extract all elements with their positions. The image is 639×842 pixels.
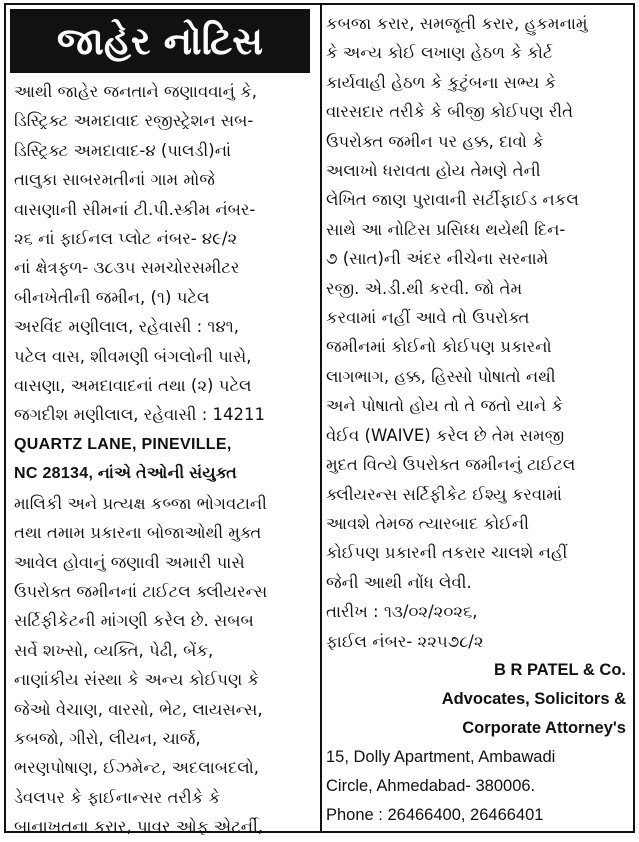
body-line: પટેલ વાસ, શીવમણી બંગલોની પાસે, xyxy=(14,346,252,366)
body-line: વાસણાની સીમનાં ટી.પી.સ્કીમ નંબર- xyxy=(14,199,256,219)
firm-address: 15, Dolly Apartment, Ambawadi xyxy=(326,747,556,766)
body-line: વારસદાર તરીકે કે બીજી કોઈપણ રીતે xyxy=(326,102,574,122)
body-line: નાં ક્ષેત્રફળ- ૩૮૩૫ સમચોરસમીટર xyxy=(14,258,240,278)
body-line: ૭ (સાત)ની અંદર નીચેના સરનામે xyxy=(326,249,549,269)
firm-phone: Phone : 26466400, 26466401 xyxy=(326,805,544,824)
body-line: કાર્યવાહી હેઠળ કે કુટુંબના સભ્ય કે xyxy=(326,72,557,92)
body-line: ડેવલપર કે ફાઈનાન્સર તરીકે કે xyxy=(14,787,221,807)
body-line: તાલુકા સાબરમતીનાં ગામ મોજે xyxy=(14,170,215,190)
notice-title-text: જાહેર નોટિસ xyxy=(56,18,264,63)
body-line: આવેલ હોવાનું જણાવી અમારી પાસે xyxy=(14,552,245,572)
body-line: ક્લીયરન્સ સર્ટિફીકેટ ઈશ્યુ કરવામાં xyxy=(326,484,562,504)
firm-description: Corporate Attorney's xyxy=(462,718,626,737)
body-line: સાથે આ નોટિસ પ્રસિધ્ધ થયેથી દિન- xyxy=(326,219,566,239)
body-line: માલિકી અને પ્રત્યક્ષ કબ્જા ભોગવટાની xyxy=(14,493,267,513)
body-line: જમીનમાં કોઈનો કોઈપણ પ્રકારનો xyxy=(326,337,552,357)
body-line: અરવિંદ મણીલાલ, રહેવાસી : ૧૪૧, xyxy=(14,317,240,337)
body-line: વાસણા, અમદાવાદનાં તથા (૨) પટેલ xyxy=(14,376,252,396)
column-divider xyxy=(320,5,322,831)
body-line: રજી. એ.ડી.થી કરવી. જો તેમ xyxy=(326,278,523,298)
body-line: ડિસ્ટ્રિક્ટ અમદાવાદ રજીસ્ટ્રેશન સબ- xyxy=(14,111,254,131)
file-number: ફાઈલ નંબર- ૨૨૫૭૮/૨ xyxy=(326,631,484,651)
body-line: ઉપરોક્ત જમીનનાં ટાઈટલ ક્લીયરન્સ xyxy=(14,581,268,601)
right-column xyxy=(326,9,626,830)
body-line: કબજો, ગીરો, લીયન, ચાર્જ, xyxy=(14,728,201,748)
body-line: કરવામાં નહીં આવે તો ઉપરોક્ત xyxy=(326,308,530,328)
body-line: કે અન્ય કોઈ લખાણ હેઠળ કે કોર્ટ xyxy=(326,43,553,63)
body-line: જગદીશ મણીલાલ, રહેવાસી : 14211 xyxy=(14,405,266,425)
body-line: જેઓ વેચાણ, વારસો, ભેટ, લાયસન્સ, xyxy=(14,699,263,719)
body-line: કબજા કરાર, સમજૂતી કરાર, હુકમનામું xyxy=(326,14,588,33)
body-line: ડિસ્ટ્રિક્ટ અમદાવાદ-૪ (પાલડી)નાં xyxy=(14,140,232,160)
body-line: નાણાંકીય સંસ્થા કે અન્ય કોઈપણ કે xyxy=(14,670,260,690)
body-line: ભરણપોષાણ, ઈઝમેન્ટ, અદલાબદલો, xyxy=(14,758,260,778)
firm-name: B R PATEL & Co. xyxy=(494,660,626,679)
firm-description: Advocates, Solicitors & xyxy=(441,689,626,708)
body-line-address: NC 28134, નાંએ તેઓની સંયુક્ત xyxy=(14,465,238,483)
firm-address: Circle, Ahmedabad- 380006. xyxy=(326,776,536,795)
body-line: તથા તમામ પ્રકારના બોજાઓથી મુક્ત xyxy=(14,523,262,543)
body-line: આથી જાહેર જનતાને જણાવવાનું કે, xyxy=(14,82,258,101)
public-notice xyxy=(4,3,635,837)
body-line: મુદત વિત્યે ઉપરોક્ત જમીનનું ટાઈટલ xyxy=(326,455,576,475)
body-line: સર્વે શખ્સો, વ્યક્તિ, પેઢી, બેંક, xyxy=(14,640,214,660)
body-line: બાનાખતના કરાર, પાવર ઓફ એટર્ની, xyxy=(14,817,264,837)
body-line: કોઈપણ પ્રકારની તકરાર ચાલશે નહીં xyxy=(326,543,568,563)
left-column xyxy=(14,77,314,842)
body-line: ઉપરોક્ત જમીન પર હક્ક, દાવો કે xyxy=(326,131,544,151)
body-line: ૨૬ નાં ફાઈનલ પ્લોટ નંબર- ૪૯/૨ xyxy=(14,229,238,249)
body-line: જેની આથી નોંધ લેવી. xyxy=(326,572,472,592)
body-line: સર્ટિફીકેટની માંગણી કરેલ છે. સબબ xyxy=(14,611,254,631)
body-line: અલાખો ધરાવતા હોય તેમણે તેની xyxy=(326,161,541,181)
notice-date: તારીખ : ૧૩/૦૨/૨૦૨૬, xyxy=(326,602,478,622)
body-line: બીનખેતીની જમીન, (૧) પટેલ xyxy=(14,287,210,307)
notice-title xyxy=(10,9,310,73)
body-line: અને પોષાતો હોય તો તે જતો યાને કે xyxy=(326,396,564,416)
body-line-address: QUARTZ LANE, PINEVILLE, xyxy=(14,435,232,453)
body-line: લાગભાગ, હક્ક, હિસ્સો પોષાતો નથી xyxy=(326,366,556,386)
body-line: આવશે તેમજ ત્યારબાદ કોઈની xyxy=(326,513,529,533)
body-line: લેખિત જાણ પુરાવાની સર્ટીફાઈડ નકલ xyxy=(326,190,579,210)
body-line: વેઈવ (WAIVE) કરેલ છે તેમ સમજી xyxy=(326,425,565,445)
